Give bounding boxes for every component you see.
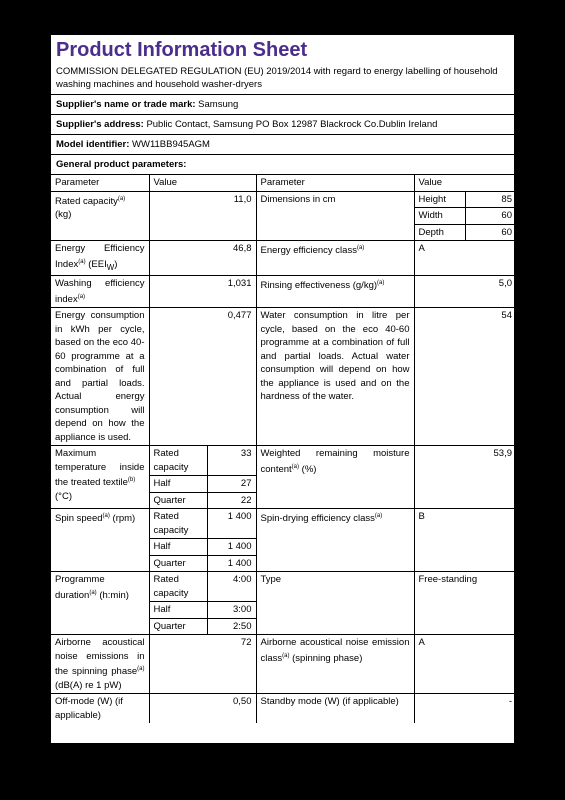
product-information-sheet <box>50 34 515 744</box>
header-block <box>51 35 514 95</box>
energy-class-label: Energy efficiency class$^{(a)}$ <box>256 241 414 276</box>
parameters-table <box>51 175 516 723</box>
energy-class-value: A <box>414 241 516 276</box>
general-params-row <box>51 155 514 175</box>
eei-label: Energy Efficiency Index$^{(a)}$ $(EEI_W)$ <box>51 241 149 276</box>
rated-capacity-value: 11,0 <box>149 191 256 241</box>
water-consumption-value: 54 <box>414 308 516 446</box>
moisture-value: 53,9 <box>414 446 516 509</box>
header-parameter: Parameter <box>51 175 149 191</box>
energy-consumption-value: 0,477 <box>149 308 256 446</box>
rinsing-value: 5,0 <box>414 276 516 308</box>
regulation-text: COMMISSION DELEGATED REGULATION (EU) 2019/2014 with regard to energy labelling of household washing machines and household washer-dryers <box>56 66 498 90</box>
model-value: WW11BB945AGM <box>132 139 210 150</box>
type-value: Free-standing <box>414 572 516 635</box>
water-consumption-label: Water consumption in litre per cycle, based on the eco 40-60 programme at a combination of full and partial loads. Actual water consumption will depend on how the appliance is used and on the hardness of the water. <box>256 308 414 446</box>
spin-speed-values: Rated capacity 1 400 Half 1 400 Quarter 1 400 <box>149 509 256 572</box>
max-temp-values: Rated capacity 33 Half 27 Quarter 22 <box>149 446 256 509</box>
spin-class-label: Spin-drying efficiency class$^{(a)}$ <box>256 509 414 572</box>
table-row <box>51 635 516 694</box>
header-parameter-2: Parameter <box>256 175 414 191</box>
rated-capacity-label: Rated capacity$^{(a)}$ (kg) <box>51 191 149 241</box>
noise-label: Airborne acoustical noise emissions in the spinning phase$^{(a)}$ (dB(A) re 1 pW) <box>51 635 149 694</box>
table-row <box>51 572 516 635</box>
supplier-label: Supplier's name or trade mark: <box>56 99 196 110</box>
model-label: Model identifier: <box>56 139 130 150</box>
address-value: Public Contact, Samsung PO Box 12987 Blackrock Co.Dublin Ireland <box>146 119 438 130</box>
table-row <box>51 446 516 509</box>
address-row <box>51 115 514 135</box>
off-mode-label: Off-mode (W) (if applicable) <box>51 694 149 724</box>
washing-eff-label: Washing efficiency index$^{(a)}$ <box>51 276 149 308</box>
standby-label: Standby mode (W) (if applicable) <box>256 694 414 724</box>
noise-value: 72 <box>149 635 256 694</box>
page-title: Product Information Sheet <box>56 39 308 61</box>
table-row <box>51 694 516 724</box>
table-row <box>51 509 516 572</box>
general-label: General product parameters: <box>56 159 187 170</box>
type-label: Type <box>256 572 414 635</box>
address-label: Supplier's address: <box>56 119 144 130</box>
header-value: Value <box>149 175 256 191</box>
moisture-label: Weighted remaining moisture content$^{(a)}$ (%) <box>256 446 414 509</box>
duration-label: Programme duration$^{(a)}$ (h:min) <box>51 572 149 635</box>
table-header-row <box>51 175 516 191</box>
table-row <box>51 276 516 308</box>
header-value-2: Value <box>414 175 516 191</box>
max-temp-label: Maximum temperature inside the treated textile$^{(b)}$ (°C) <box>51 446 149 509</box>
energy-consumption-label: Energy consumption in kWh per cycle, based on the eco 40-60 programme at a combination of full and partial loads. Actual energy consumption will depend on how the appliance is used. <box>51 308 149 446</box>
rinsing-label: Rinsing effectiveness $(g/kg)^{(a)}$ <box>256 276 414 308</box>
supplier-row <box>51 95 514 115</box>
eei-value: 46,8 <box>149 241 256 276</box>
model-row <box>51 135 514 155</box>
table-row <box>51 308 516 446</box>
table-row <box>51 241 516 276</box>
off-mode-value: 0,50 <box>149 694 256 724</box>
table-row <box>51 191 516 241</box>
dimensions-label: Dimensions in cm <box>256 191 414 241</box>
spin-class-value: B <box>414 509 516 572</box>
supplier-value: Samsung <box>198 99 239 110</box>
standby-value: - <box>414 694 516 724</box>
dimensions-values: Height 85 Width 60 Depth 60 <box>414 191 516 241</box>
duration-values: Rated capacity 4:00 Half 3:00 Quarter 2:50 <box>149 572 256 635</box>
noise-class-value: A <box>414 635 516 694</box>
washing-eff-value: 1,031 <box>149 276 256 308</box>
spin-speed-label: Spin speed$^{(a)}$ (rpm) <box>51 509 149 572</box>
noise-class-label: Airborne acoustical noise emission class$^{(a)}$ (spinning phase) <box>256 635 414 694</box>
